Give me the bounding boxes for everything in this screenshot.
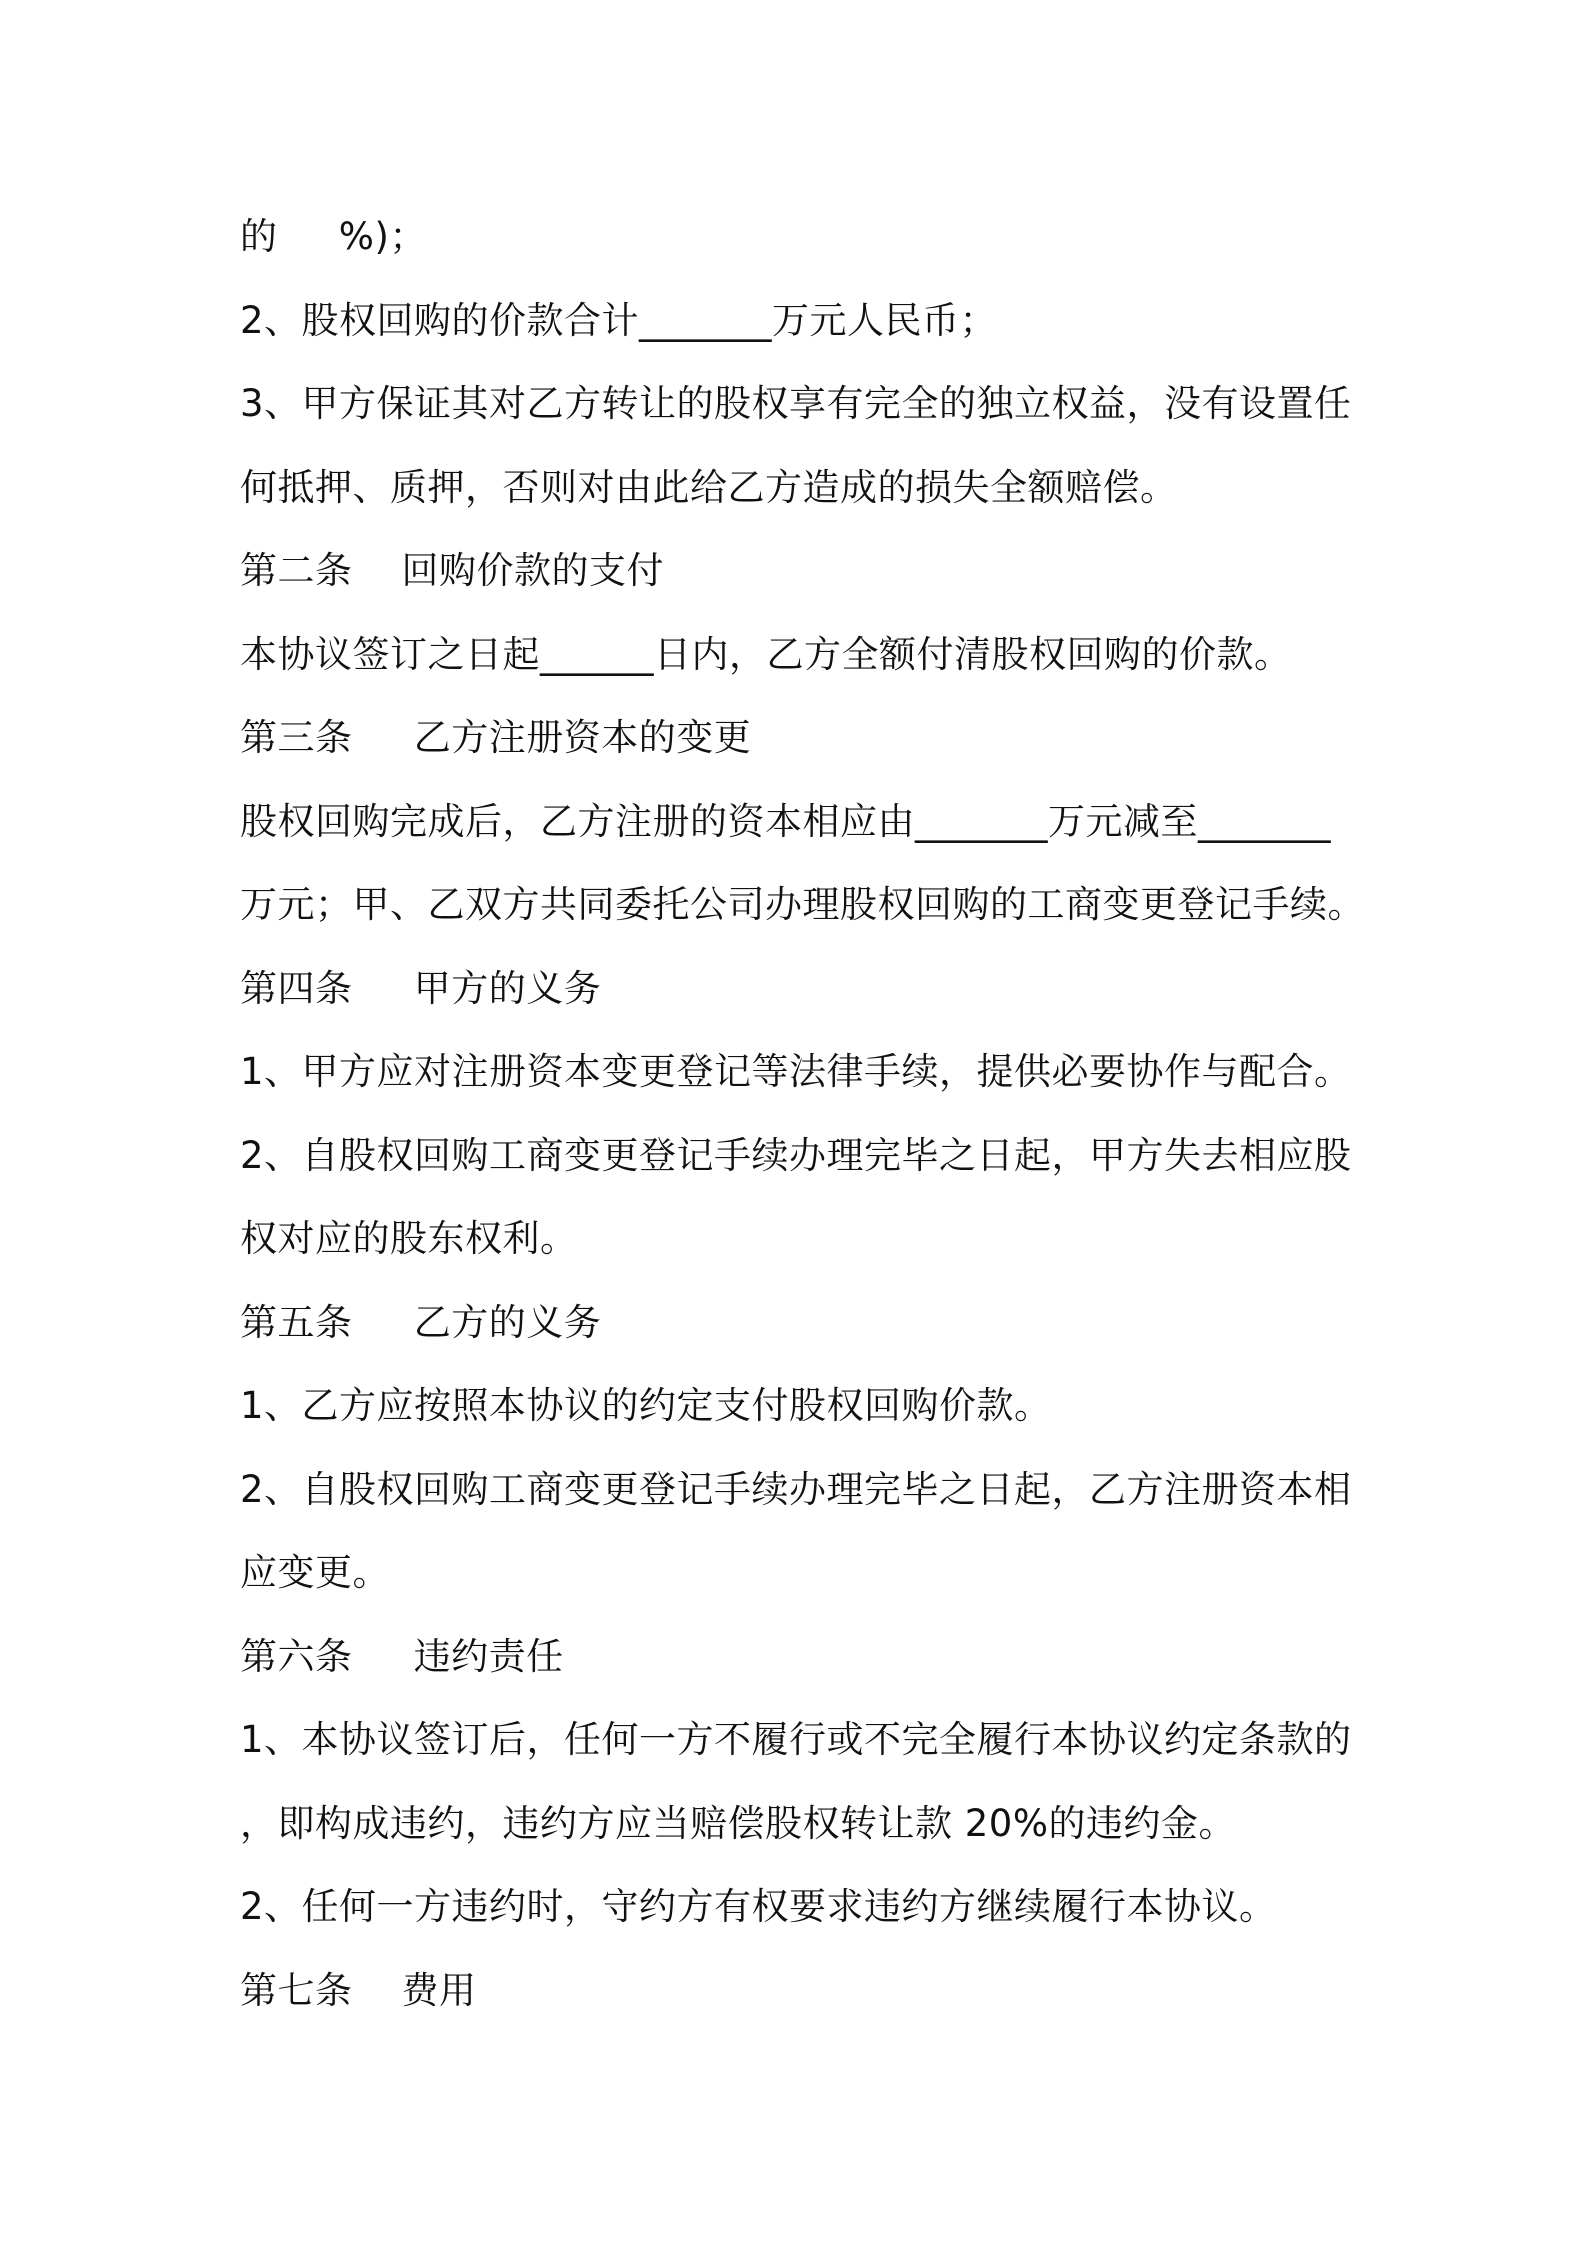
text-line: 3、甲方保证其对乙方转让的股权享有完全的独立权益，没有设置任 <box>240 382 1352 425</box>
article-heading: 第三条 乙方注册资本的变更 <box>240 716 752 759</box>
text-line: 1、乙方应按照本协议的约定支付股权回购价款。 <box>240 1384 1052 1427</box>
text-line: 1、本协议签订后，任何一方不履行或不完全履行本协议约定条款的 <box>240 1718 1352 1761</box>
text-line: 2、任何一方违约时，守约方有权要求违约方继续履行本协议。 <box>240 1885 1277 1928</box>
text-line: 2、自股权回购工商变更登记手续办理完毕之日起，乙方注册资本相 <box>240 1467 1352 1511</box>
text-line: ，即构成违约，违约方应当赔偿股权转让款 20%的违约金。 <box>240 1801 1236 1845</box>
text-line: 万元；甲、乙双方共同委托公司办理股权回购的工商变更登记手续。 <box>240 883 1365 926</box>
text-line: 1、甲方应对注册资本变更登记等法律手续，提供必要协作与配合。 <box>240 1050 1352 1093</box>
article-heading: 第二条 回购价款的支付 <box>240 549 665 592</box>
text-line: 2、自股权回购工商变更登记手续办理完毕之日起，甲方失去相应股 <box>240 1133 1352 1177</box>
document-body <box>240 195 1365 2032</box>
text-line: 2、股权回购的价款合计_______万元人民币； <box>240 298 998 342</box>
text-line: 应变更。 <box>240 1551 390 1594</box>
text-line: 何抵押、质押，否则对由此给乙方造成的损失全额赔偿。 <box>240 465 1178 509</box>
text-line: 股权回购完成后，乙方注册的资本相应由_______万元减至_______ <box>240 799 1331 843</box>
article-heading: 第五条 乙方的义务 <box>240 1300 602 1344</box>
text-line: 本协议签订之日起______日内，乙方全额付清股权回购的价款。 <box>240 632 1292 676</box>
text-line: 权对应的股东权利。 <box>240 1217 578 1260</box>
article-heading: 第六条 违约责任 <box>240 1634 564 1678</box>
text-line: 的 %)； <box>240 215 427 258</box>
article-heading: 第七条 费用 <box>240 1968 477 2012</box>
article-heading: 第四条 甲方的义务 <box>240 966 602 1010</box>
